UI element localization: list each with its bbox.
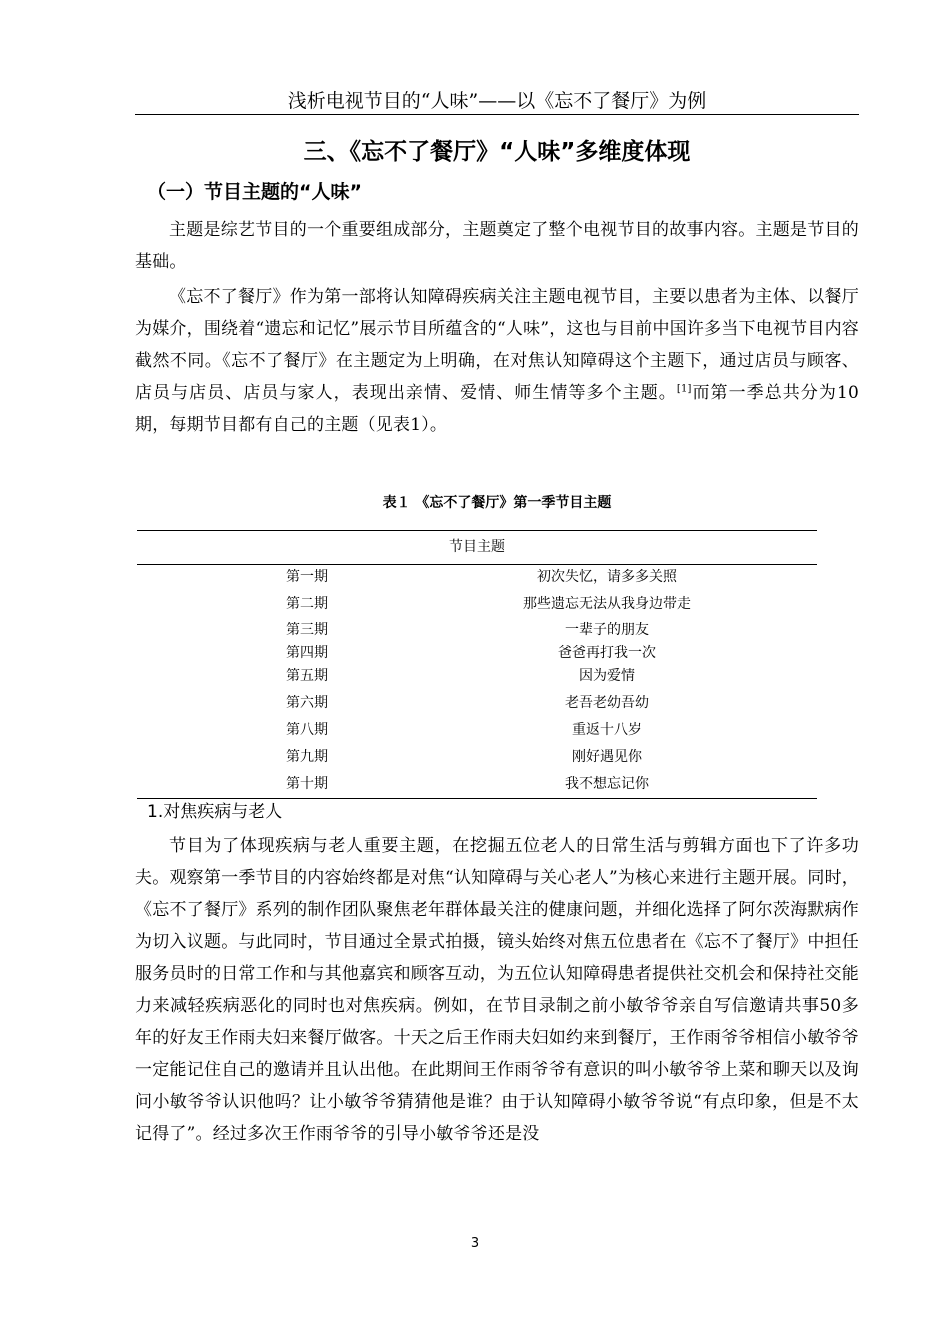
header-rule xyxy=(135,114,859,115)
footnote-reference[interactable]: [1] xyxy=(676,383,692,395)
table-row xyxy=(137,566,817,588)
theme-cell: 因为爱情 xyxy=(579,668,635,684)
theme-cell: 刚好遇见你 xyxy=(572,749,642,765)
table-row xyxy=(137,773,817,795)
section-title: （一）节目主题的“人味” xyxy=(147,181,362,203)
table-row xyxy=(137,593,817,615)
table-caption: 表１ 《忘不了餐厅》第一季节目主题 xyxy=(382,495,612,511)
episode-cell: 第四期 xyxy=(286,645,328,661)
theme-cell: 初次失忆，请多多关照 xyxy=(537,569,677,585)
episode-cell: 第五期 xyxy=(286,668,328,684)
theme-cell: 一辈子的朋友 xyxy=(565,622,649,638)
paragraph-intro: 主题是综艺节目的一个重要组成部分，主题奠定了整个电视节目的故事内容。主题是节目的基础。 xyxy=(135,220,859,272)
table-top-rule xyxy=(137,530,817,531)
table-header: 节目主题 xyxy=(449,539,505,555)
episode-cell: 第一期 xyxy=(286,569,328,585)
page-number: 3 xyxy=(470,1236,480,1251)
paragraph-theme-text-b: 而第一季总共分为10期，每期节目都有自己的主题（见表1）。 xyxy=(135,383,859,435)
theme-cell: 老吾老幼吾幼 xyxy=(565,695,649,711)
episode-cell: 第二期 xyxy=(286,596,328,612)
theme-cell: 爸爸再打我一次 xyxy=(558,645,656,661)
table-row xyxy=(137,665,817,687)
table-row xyxy=(137,619,817,641)
paragraph-theme-text-a: 《忘不了餐厅》作为第一部将认知障碍疾病关注主题电视节目，主要以患者为主体、以餐厅为媒介，围绕着“遗忘和记忆”展示节目所蕴含的“人味”，这也与目前中国许多当下电视节目内容截然不同。《忘不了餐厅》在主题定为上明确，在对焦认知障碍这个主题下，通过店员与顾客、店员与店员、店员与家人，表现出亲情、爱情、师生情等多个主题。 xyxy=(135,287,859,403)
running-header: 浅析电视节目的“人味”——以《忘不了餐厅》为例 xyxy=(287,90,707,112)
table-header-rule xyxy=(137,564,817,565)
table-row xyxy=(137,746,817,768)
subheading: 1.对焦疾病与老人 xyxy=(147,802,283,822)
table-row xyxy=(137,719,817,741)
episode-cell: 第十期 xyxy=(286,776,328,792)
chapter-title: 三、《忘不了餐厅》“人味”多维度体现 xyxy=(303,139,691,165)
paragraph-focus: 节目为了体现疾病与老人重要主题，在挖掘五位老人的日常生活与剪辑方面也下了许多功夫。观察第一季节目的内容始终都是对焦“认知障碍与关心老人”为核心来进行主题开展。同时，《忘不了餐厅》系列的制作团队聚焦老年群体最关注的健康问题，并细化选择了阿尔茨海默病作为切入议题。与此同时，节目通过全景式拍摄，镜头始终对焦五位患者在《忘不了餐厅》中担任服务员时的日常工作和与其他嘉宾和顾客互动，为五位认知障碍患者提供社交机会和保持社交能力来减轻疾病恶化的同时也对焦疾病。例如，在节目录制之前小敏爷爷亲自写信邀请共事50多年的好友王作雨夫妇来餐厅做客。十天之后王作雨夫妇如约来到餐厅，王作雨爷爷相信小敏爷爷一定能记住自己的邀请并且认出他。在此期间王作雨爷爷有意识的叫小敏爷爷上菜和聊天以及询问小敏爷爷认识他吗？让小敏爷爷猜猜他是谁？由于认知障碍小敏爷爷说“有点印象，但是不太记得了”。经过多次王作雨爷爷的引导小敏爷爷还是没 xyxy=(135,836,859,1144)
episode-cell: 第三期 xyxy=(286,622,328,638)
paragraph-theme xyxy=(135,281,859,441)
theme-cell: 那些遗忘无法从我身边带走 xyxy=(523,596,691,612)
episode-cell: 第九期 xyxy=(286,749,328,765)
theme-cell: 我不想忘记你 xyxy=(565,776,649,792)
theme-cell: 重返十八岁 xyxy=(572,722,642,738)
episode-cell: 第八期 xyxy=(286,722,328,738)
table-row xyxy=(137,692,817,714)
episode-cell: 第六期 xyxy=(286,695,328,711)
table-row xyxy=(137,642,817,664)
